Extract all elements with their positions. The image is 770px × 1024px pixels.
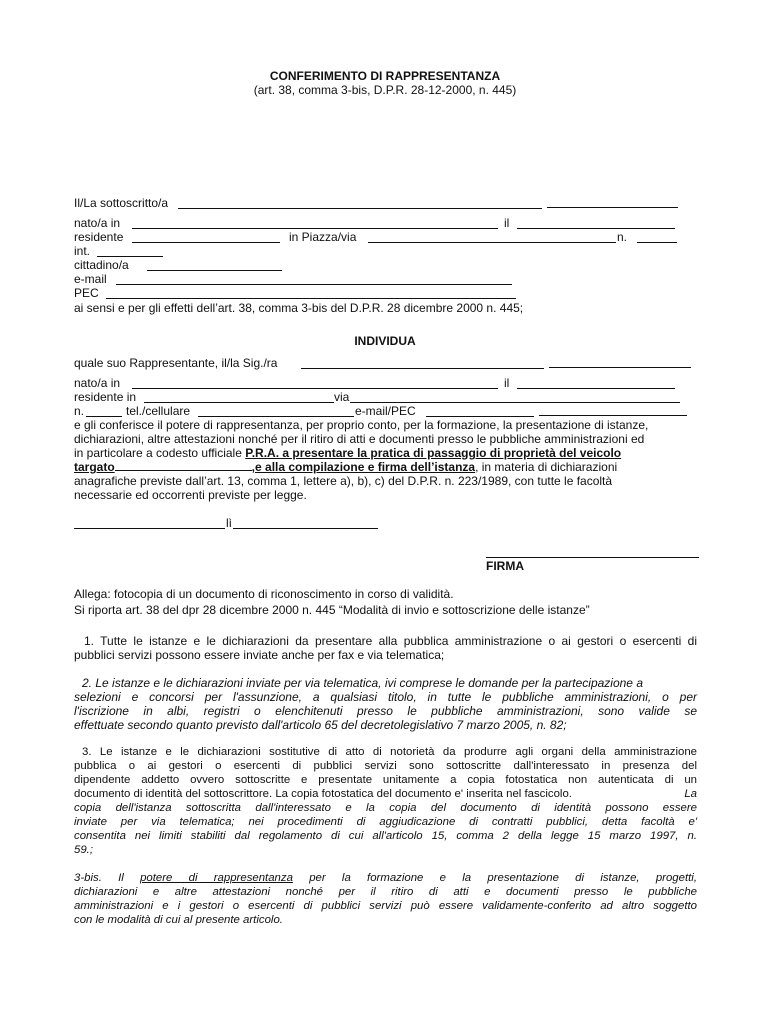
art-p3-line-2: pubblica o ai gestori o esercenti di pubblici servizi sono sottoscritte dall'interessato in presenza del <box>74 760 697 772</box>
art-p4-line-2: dichiarazioni e altre attestazioni nonché per il ritiro di atti e documenti presso le pubbliche <box>74 886 697 898</box>
rappresentante-field[interactable] <box>301 368 544 369</box>
residente-field[interactable] <box>132 242 280 243</box>
email-label: e-mail <box>74 272 107 286</box>
ai-sensi-text: ai sensi e per gli effetti dell’art. 38, comma 3-bis del D.P.R. 28 dicembre 2000 n. 445; <box>74 301 524 315</box>
rep-nato-field[interactable] <box>132 388 498 389</box>
necessarie-text: necessarie ed occorrenti previste per legge. <box>74 488 307 502</box>
rappresentante-field-2[interactable] <box>549 367 691 368</box>
rep-via-field[interactable] <box>350 402 680 403</box>
art-p3-line-4: documento di identità del sottoscrittore. La copia fotostatica del documento e' inserita nel fascicolo. La <box>74 788 697 800</box>
piazza-label: in Piazza/via <box>289 230 357 244</box>
targato-line <box>74 460 617 474</box>
art-p1-line-2: pubblici servizi possono essere inviate anche per fax e via telematica; <box>74 648 445 662</box>
art-p4-line-3: amministrazioni e i gestori o esercenti di pubblici servizi può essere validamente-conferito ad altro soggetto <box>74 900 697 912</box>
allega-line-1: Allega: fotocopia di un documento di riconoscimento in corso di validità. <box>74 587 454 601</box>
art-p3-line-1: 3. Le istanze e le dichiarazioni sostitutive di atto di notorietà da produrre agli organi della amministrazione <box>82 746 697 758</box>
individua-heading: INDIVIDUA <box>354 334 416 348</box>
art-p3-line-6: inviate per via telematica; nei procedimenti di aggiudicazione di contratti pubblici, detta facoltà e' <box>74 816 697 828</box>
li-label: lì <box>226 516 232 530</box>
sottoscritto-label: Il/La sottoscritto/a <box>74 196 169 210</box>
rep-il-label: il <box>504 376 510 390</box>
art-p1-line-1: 1. Tutte le istanze e le dichiarazioni da presentare alla pubblica amministrazione o ai gestori o esercenti di <box>84 634 697 648</box>
signature-field[interactable] <box>486 557 699 558</box>
anagrafiche-text: anagrafiche previste dall’art. 13, comma 1, lettere a), b), c) del D.P.R. n. 223/1989, con tutte le facoltà <box>74 474 613 488</box>
residente-label: residente <box>74 230 124 244</box>
sottoscritto-field-2[interactable] <box>547 207 678 208</box>
art-p3-line-3: dipendente addetto ovvero sottoscritte e presentate unitamente a copia fotostatica non autenticata di un <box>74 774 697 786</box>
n-field[interactable] <box>637 242 677 243</box>
rep-n-field[interactable] <box>86 416 122 417</box>
pec-label: PEC <box>74 286 99 300</box>
art-p4-line-4: con le modalità di cui al presente articolo. <box>74 914 283 926</box>
allega-line-2: Si riporta art. 38 del dpr 28 dicembre 2000 n. 445 “Modalità di invio e sottoscrizione delle istanze” <box>74 603 590 617</box>
document-title: CONFERIMENTO DI RAPPRESENTANZA <box>269 69 501 83</box>
rep-il-field[interactable] <box>517 388 675 389</box>
pec-field[interactable] <box>106 298 516 299</box>
art-p3-line-8: 59.; <box>74 844 93 856</box>
art-p2-line-3: l'iscrizione in albi, registri o elenchitenuti presso le pubbliche amministrazioni, sono valide se <box>74 704 697 718</box>
il-label: il <box>504 216 510 230</box>
rep-email-field-2[interactable] <box>539 415 687 416</box>
document-subtitle: (art. 38, comma 3-bis, D.P.R. 28-12-2000, n. 445) <box>253 83 517 97</box>
rep-nato-label: nato/a in <box>74 376 121 390</box>
email-field[interactable] <box>116 284 512 285</box>
rappresentante-label: quale suo Rappresentante, il/la Sig./ra <box>74 356 278 370</box>
rep-tel-field[interactable] <box>198 416 354 417</box>
art-p2-line-1: 2. Le istanze e le dichiarazioni inviate per via telematica, ivi comprese le domande per la partecipazione a <box>82 676 643 690</box>
rep-residente-field[interactable] <box>144 402 334 403</box>
art-p4-line-1: 3-bis. Il potere di rappresentanza per la formazione e la presentazione di istanze, progetti, <box>74 872 697 884</box>
rep-via-label: via <box>334 390 350 404</box>
date-field[interactable] <box>233 528 378 529</box>
nato-field[interactable] <box>132 228 498 229</box>
nato-label: nato/a in <box>74 216 121 230</box>
conferisce-line-1: e gli conferisce il potere di rappresentanza, per proprio conto, per la formazione, la presentazione di istanze, <box>74 418 649 432</box>
rep-email-field[interactable] <box>426 416 534 417</box>
cittadino-field[interactable] <box>147 270 282 271</box>
rep-n-label: n. <box>74 404 85 418</box>
rep-tel-label: tel./cellulare <box>126 404 191 418</box>
int-label: int. <box>74 244 91 258</box>
conferisce-line-3 <box>74 446 621 460</box>
il-field[interactable] <box>517 228 675 229</box>
rep-email-label: e-mail/PEC <box>355 404 416 418</box>
firma-label: FIRMA <box>486 559 524 573</box>
int-field[interactable] <box>97 256 163 257</box>
place-field[interactable] <box>74 528 225 529</box>
art-p2-line-4: effettuate secondo quanto previsto dall'articolo 65 del decretolegislativo 7 marzo 2005, n. 82; <box>74 718 567 732</box>
conferisce-text: in particolare a codesto ufficiale <box>74 446 242 460</box>
piazza-field[interactable] <box>368 242 616 243</box>
sottoscritto-field[interactable] <box>178 208 542 209</box>
targato-label: targato <box>74 460 115 474</box>
materia-text: , in materia di dichiarazioni <box>475 460 618 474</box>
pra-text: P.R.A. a presentare la pratica di passaggio di proprietà del veicolo <box>245 446 622 460</box>
rep-residente-label: residente in <box>74 390 137 404</box>
art-p3-line-7: consentita nei limiti stabiliti dal regolamento di cui all'articolo 15, comma 2 della legge 15 marzo 1997, n. <box>74 830 697 842</box>
cittadino-label: cittadino/a <box>74 258 129 272</box>
art-p3-line-5: copia dell'istanza sottoscritta dall'interessato e la copia del documento di identità possono essere <box>74 802 697 814</box>
targato-field[interactable] <box>115 460 252 471</box>
n-label: n. <box>617 230 628 244</box>
compilazione-text: ,e alla compilazione e firma dell’istanza <box>251 460 476 474</box>
art-p2-line-2: selezioni e concorsi per l'assunzione, a qualsiasi titolo, in tutte le pubbliche amministrazioni, o per <box>74 690 697 704</box>
conferisce-line-2: dichiarazioni, altre attestazioni nonché per il ritiro di atti e documenti presso le pubbliche amministrazioni ed <box>74 432 645 446</box>
